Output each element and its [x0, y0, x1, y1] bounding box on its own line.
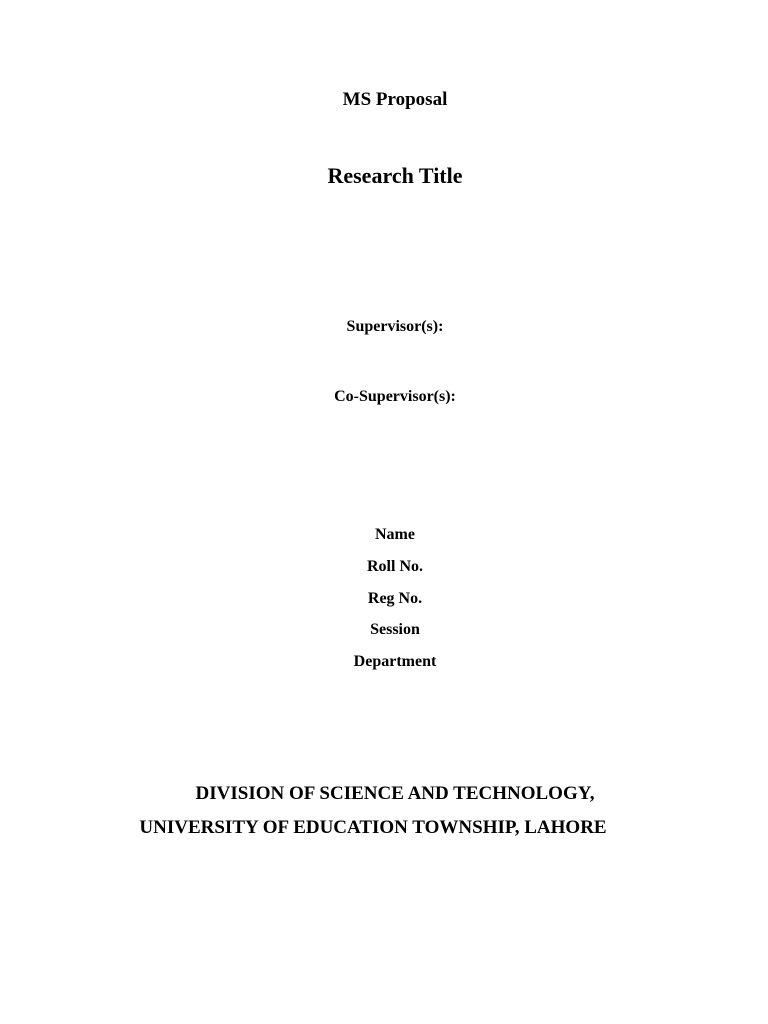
student-name-field: Name [375, 526, 415, 543]
institution-division-line: DIVISION OF SCIENCE AND TECHNOLOGY, [195, 783, 595, 804]
roll-number-field: Roll No. [367, 558, 423, 575]
supervisor-label: Supervisor(s): [346, 318, 444, 335]
institution-university-line: UNIVERSITY OF EDUCATION TOWNSHIP, LAHORE [139, 817, 607, 838]
session-field: Session [370, 621, 420, 638]
department-field: Department [353, 653, 437, 670]
co-supervisor-label: Co-Supervisor(s): [334, 388, 456, 405]
document-type-heading: MS Proposal [342, 89, 448, 110]
registration-number-field: Reg No. [367, 590, 423, 607]
research-title-heading: Research Title [327, 163, 463, 188]
